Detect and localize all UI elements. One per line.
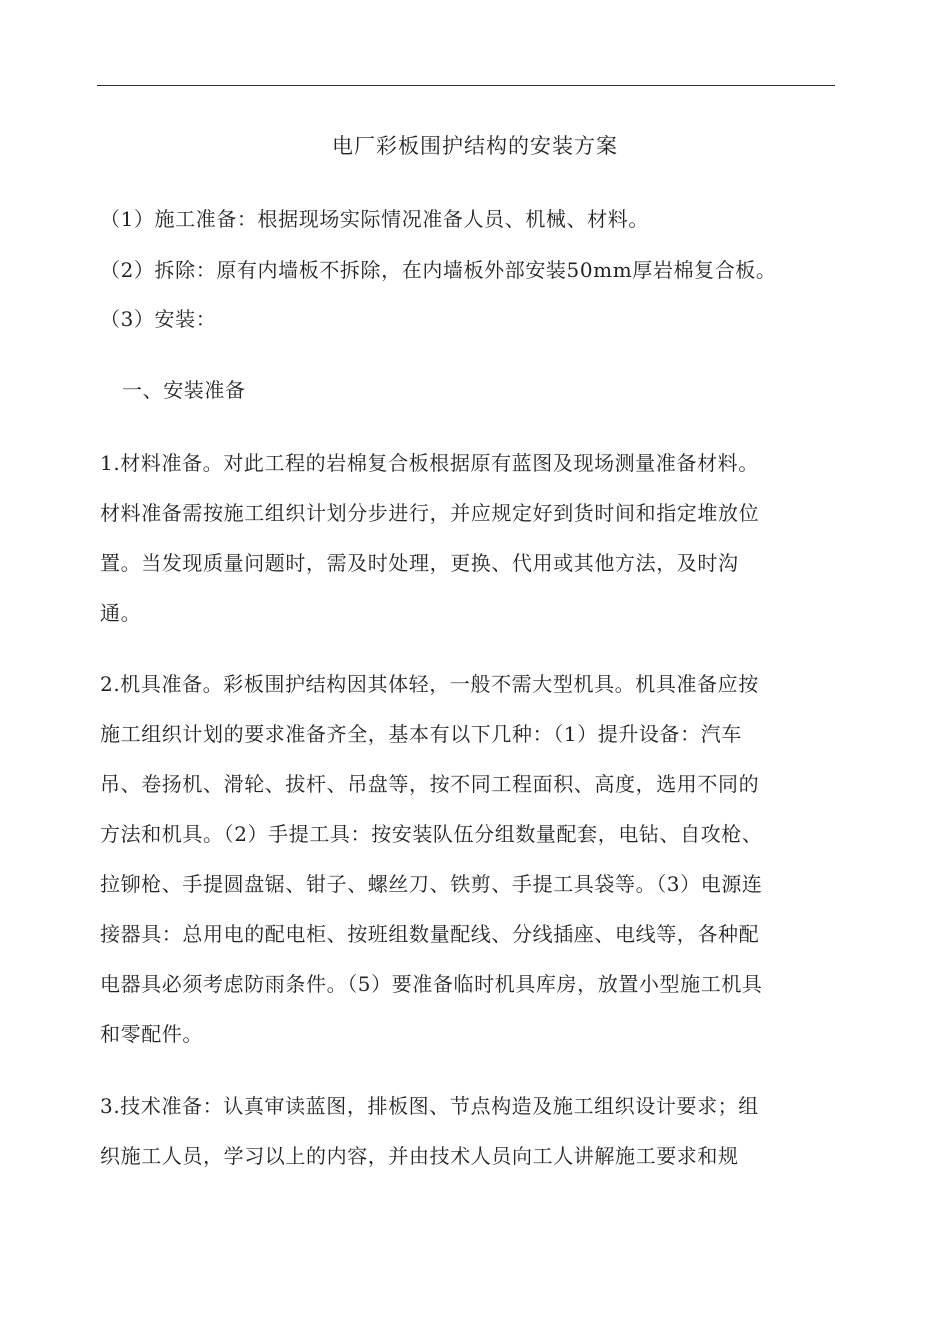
paragraph-line: 拉铆枪、手提圆盘锯、钳子、螺丝刀、铁剪、手提工具袋等。（3）电源连 — [100, 872, 763, 896]
paragraph-technical — [100, 1081, 840, 1181]
paragraph-line: 置。当发现质量问题时，需及时处理，更换、代用或其他方法，及时沟 — [100, 551, 739, 575]
paragraph-line: 电器具必须考虑防雨条件。（5）要准备临时机具库房，放置小型施工机具 — [100, 972, 763, 996]
item-installation: （3）安装： — [100, 307, 217, 331]
paragraph-line: 吊、卷扬机、滑轮、拔杆、吊盘等，按不同工程面积、高度，选用不同的 — [100, 772, 760, 796]
paragraph-line: 织施工人员，学习以上的内容，并由技术人员向工人讲解施工要求和规 — [100, 1144, 739, 1168]
item-demolition: （2）拆除：原有内墙板不拆除，在内墙板外部安装50mm厚岩棉复合板。 — [100, 258, 777, 282]
paragraph-line: 接器具：总用电的配电柜、按班组数量配线、分线插座、电线等，各种配 — [100, 922, 760, 946]
paragraph-line: 和零配件。 — [100, 1022, 203, 1046]
section-heading: 一、安装准备 — [122, 378, 246, 402]
paragraph-line: 施工组织计划的要求准备齐全，基本有以下几种：（1）提升设备：汽车 — [100, 722, 742, 746]
paragraph-line: 3.技术准备：认真审读蓝图，排板图、节点构造及施工组织设计要求；组 — [100, 1094, 759, 1118]
item-construction-prep: （1）施工准备：根据现场实际情况准备人员、机械、材料。 — [100, 207, 649, 231]
paragraph-line: 材料准备需按施工组织计划分步进行，并应规定好到货时间和指定堆放位 — [100, 501, 760, 525]
paragraph-equipment — [100, 659, 840, 1059]
document-title: 电厂彩板围护结构的安装方案 — [332, 134, 618, 158]
paragraph-line: 2.机具准备。彩板围护结构因其体轻，一般不需大型机具。机具准备应按 — [100, 672, 759, 696]
paragraph-line: 通。 — [100, 601, 142, 625]
paragraph-line: 1.材料准备。对此工程的岩棉复合板根据原有蓝图及现场测量准备材料。 — [100, 451, 759, 475]
paragraph-line: 方法和机具。（2）手提工具：按安装队伍分组数量配套，电钻、自攻枪、 — [100, 822, 763, 846]
header-rule — [97, 85, 835, 86]
paragraph-materials — [100, 438, 840, 638]
